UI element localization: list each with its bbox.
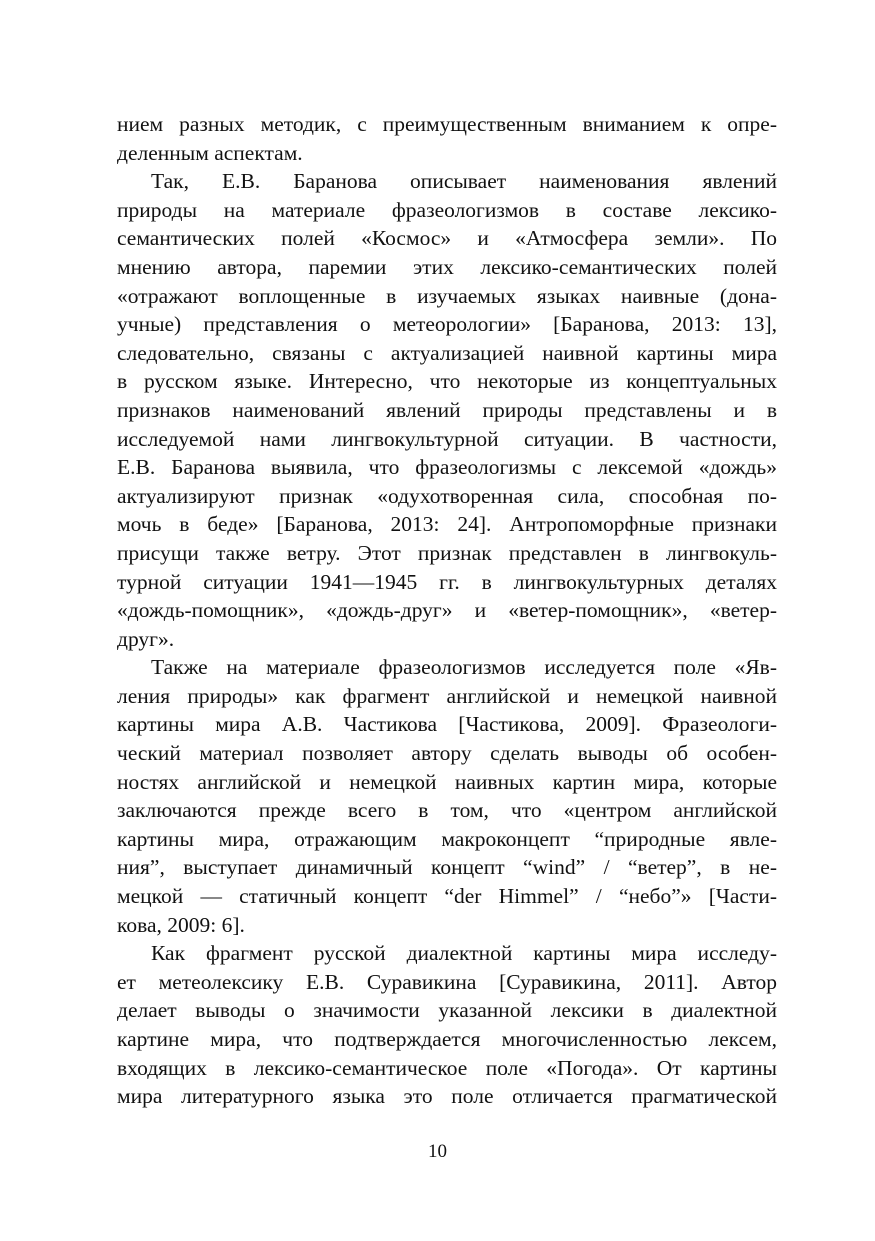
paragraph-first-line: Также на материале фразеологизмов исследуется поле «Яв- — [151, 655, 777, 680]
text-line: природы на материале фразеологизмов в составе лексико- — [117, 197, 777, 222]
text-line: «отражают воплощенные в изучаемых языках наивные (дона- — [117, 283, 777, 308]
text-line: «дождь-помощник», «дождь-друг» и «ветер-помощник», «ветер- — [117, 598, 777, 623]
text-line: ет метеолексику Е.В. Суравикина [Суравикина, 2011]. Автор — [117, 969, 777, 994]
text-line: ческий материал позволяет автору сделать выводы об особен- — [117, 741, 777, 766]
text-line: турной ситуации 1941—1945 гг. в лингвокультурных деталях — [117, 569, 777, 594]
text-line: ния”, выступает динамичный концепт “wind” / “ветер”, в не- — [117, 855, 777, 880]
text-line: картины мира, отражающим макроконцепт “природные явле- — [117, 826, 777, 851]
text-line: исследуемой нами лингвокультурной ситуации. В частности, — [117, 426, 777, 451]
text-line: кова, 2009: 6]. — [117, 912, 245, 937]
text-line: нием разных методик, с преимущественным вниманием к опре- — [117, 112, 777, 136]
text-line: ления природы» как фрагмент английской и немецкой наивной — [117, 683, 777, 708]
text-line: мецкой — статичный концепт “der Himmel” / “небо”» [Части- — [117, 884, 777, 909]
paragraph-first-line: Так, Е.В. Баранова описывает наименования явлений — [151, 169, 777, 194]
page-number: 10 — [428, 1141, 447, 1162]
body-text — [117, 110, 777, 1111]
text-line: картины мира А.В. Частикова [Частикова, 2009]. Фразеологи- — [117, 712, 777, 737]
text-line: делает выводы о значимости указанной лексики в диалектной — [117, 998, 777, 1023]
text-line: Е.В. Баранова выявила, что фразеологизмы с лексемой «дождь» — [117, 455, 777, 480]
text-line: ностях английской и немецкой наивных картин мира, которые — [117, 769, 777, 794]
text-line: входящих в лексико-семантическое поле «Погода». От картины — [117, 1055, 777, 1080]
text-line: заключаются прежде всего в том, что «центром английской — [117, 798, 777, 823]
text-line: семантических полей «Космос» и «Атмосфера земли». По — [117, 226, 777, 251]
text-line: учные) представления о метеорологии» [Баранова, 2013: 13], — [117, 312, 777, 337]
text-line: друг». — [117, 626, 175, 651]
text-line: присущи также ветру. Этот признак представлен в лингвокуль- — [117, 540, 777, 565]
text-line: в русском языке. Интересно, что некоторые из концептуальных — [117, 369, 777, 394]
paragraph-first-line: Как фрагмент русской диалектной картины мира исследу- — [151, 941, 777, 966]
text-line: мнению автора, паремии этих лексико-семантических полей — [117, 254, 777, 279]
text-line: следовательно, связаны с актуализацией наивной картины мира — [117, 340, 777, 365]
text-line: деленным аспектам. — [117, 140, 303, 165]
text-line: мира литературного языка это поле отличается прагматической — [117, 1084, 777, 1109]
text-line: признаков наименований явлений природы представлены и в — [117, 397, 777, 422]
text-line: картине мира, что подтверждается многочисленностью лексем, — [117, 1027, 777, 1051]
text-line: мочь в беде» [Баранова, 2013: 24]. Антропоморфные признаки — [117, 512, 777, 537]
text-line: актуализируют признак «одухотворенная сила, способная по- — [117, 483, 777, 508]
